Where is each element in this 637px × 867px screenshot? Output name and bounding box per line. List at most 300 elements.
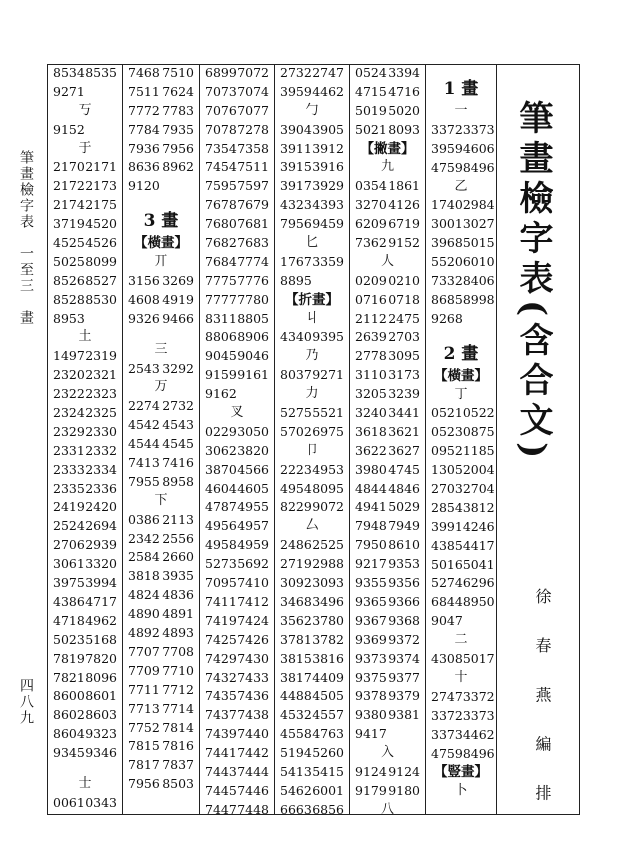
number-pair <box>275 215 349 234</box>
entry-number: 7777 <box>205 291 237 307</box>
number-pair <box>48 517 122 536</box>
number-pair <box>350 385 425 404</box>
entry-number: 4893 <box>162 625 194 641</box>
entry-number: 7950 <box>355 537 387 553</box>
number-pair <box>275 801 349 815</box>
entry-number: 8636 <box>128 159 160 175</box>
number-pair <box>350 291 425 310</box>
entry-number: 4385 <box>431 537 463 553</box>
entry-number: 9326 <box>128 310 160 326</box>
entry-number: 3959 <box>431 140 463 156</box>
number-pair <box>200 706 274 725</box>
number-pair <box>275 461 349 480</box>
entry-number: 8527 <box>85 272 117 288</box>
character-heading: 万 <box>154 379 168 395</box>
entry-number: 3781 <box>280 631 312 647</box>
number-pair <box>123 643 199 662</box>
number-pair <box>48 706 122 725</box>
entry-number: 9355 <box>355 575 387 591</box>
number-pair <box>275 536 349 555</box>
entry-number: 3980 <box>355 461 387 477</box>
entry-number: 3441 <box>388 405 420 421</box>
entry-number: 7820 <box>85 650 117 666</box>
entry-number: 5017 <box>462 651 495 667</box>
number-pair <box>123 310 199 329</box>
entry-number: 8095 <box>312 480 344 496</box>
number-pair <box>350 196 425 215</box>
character-heading: 八 <box>380 801 394 815</box>
number-pair <box>48 744 122 763</box>
entry-number: 2703 <box>431 481 463 497</box>
number-pair <box>123 548 199 567</box>
entry-number: 3468 <box>280 593 312 609</box>
entry-number: 3562 <box>280 612 312 628</box>
entry-number: 7362 <box>355 235 387 251</box>
entry-number: 7956 <box>162 140 194 156</box>
entry-number: 7095 <box>205 575 237 591</box>
entry-number: 4716 <box>388 83 420 99</box>
entry-number: 2274 <box>128 398 160 414</box>
index-column-1 <box>47 64 122 815</box>
number-pair <box>426 291 496 310</box>
entry-number: 9365 <box>355 593 387 609</box>
entry-number: 7441 <box>205 745 237 761</box>
spacer <box>426 64 496 76</box>
entry-number: 2984 <box>462 197 495 213</box>
entry-number: 7436 <box>237 688 269 704</box>
number-pair <box>123 177 199 196</box>
number-pair <box>426 745 496 764</box>
entry-number: 3205 <box>355 386 387 402</box>
entry-number: 3240 <box>355 405 387 421</box>
entry-number: 7710 <box>162 662 194 678</box>
number-pair <box>426 310 496 329</box>
entry-number: 4844 <box>355 480 387 496</box>
entry-number: 5462 <box>280 782 312 798</box>
entry-number: 7817 <box>128 757 160 773</box>
number-pair <box>275 480 349 499</box>
entry-number: 9045 <box>205 348 237 364</box>
entry-number: 4958 <box>205 537 237 553</box>
stroke-type-heading: 【豎畫】 <box>434 764 488 781</box>
entry-number: 2704 <box>462 481 495 497</box>
number-pair <box>350 347 425 366</box>
entry-number: 6975 <box>312 423 344 439</box>
entry-number: 7444 <box>237 763 269 779</box>
number-pair <box>123 454 199 473</box>
number-pair <box>426 140 496 159</box>
entry-number: 7358 <box>237 140 269 156</box>
entry-number: 7413 <box>128 455 160 471</box>
number-pair <box>200 650 274 669</box>
entry-number: 7707 <box>128 643 160 659</box>
entry-number: 3027 <box>462 216 495 232</box>
entry-number: 9179 <box>355 782 387 798</box>
entry-number: 3373 <box>431 726 463 742</box>
entry-number: 0952 <box>431 443 463 459</box>
character-heading: 二 <box>454 632 468 648</box>
stroke-type-heading: 【橫畫】 <box>434 367 488 384</box>
entry-number: 4505 <box>312 688 344 704</box>
spacer <box>48 763 122 775</box>
stroke-count-heading: 1 畫 <box>443 79 479 99</box>
entry-number: 4759 <box>431 159 463 175</box>
entry-number: 4462 <box>312 83 344 99</box>
number-pair <box>275 725 349 744</box>
number-pair <box>48 650 122 669</box>
number-pair <box>123 756 199 775</box>
entry-number: 7783 <box>162 102 194 118</box>
entry-number: 9180 <box>388 782 420 798</box>
entry-number: 2334 <box>85 461 117 477</box>
number-pair <box>123 102 199 121</box>
entry-number: 8953 <box>53 310 85 326</box>
entry-number: 3905 <box>312 121 344 137</box>
entry-number: 8496 <box>462 159 495 175</box>
entry-number: 4608 <box>128 291 160 307</box>
number-pair <box>200 687 274 706</box>
number-pair <box>275 687 349 706</box>
entry-number: 9372 <box>388 631 420 647</box>
entry-number: 4715 <box>355 83 387 99</box>
entry-number: 2543 <box>128 360 160 376</box>
entry-number: 5260 <box>312 745 344 761</box>
entry-number: 2320 <box>53 367 85 383</box>
number-pair <box>123 511 199 530</box>
number-pair <box>350 83 425 102</box>
entry-number: 2778 <box>355 348 387 364</box>
number-pair <box>48 593 122 612</box>
entry-number: 3173 <box>388 367 420 383</box>
entry-number: 6856 <box>312 801 344 815</box>
entry-number: 2004 <box>462 462 495 478</box>
entry-number: 9345 <box>53 745 85 761</box>
entry-number: 3372 <box>462 688 495 704</box>
entry-number: 8685 <box>431 291 463 307</box>
entry-number: 3621 <box>388 423 420 439</box>
entry-number: 4543 <box>162 417 194 433</box>
entry-number: 4718 <box>53 612 85 628</box>
entry-number: 2329 <box>53 423 85 439</box>
number-pair <box>200 366 274 385</box>
entry-number: 0524 <box>355 65 387 80</box>
number-pair <box>350 480 425 499</box>
entry-number: 4532 <box>280 707 312 723</box>
number-pair <box>48 480 122 499</box>
side-running-header: 筆畫檢字表 一至三 畫 <box>18 150 34 326</box>
entry-number: 3782 <box>312 631 344 647</box>
entry-number: 4962 <box>85 612 117 628</box>
entry-number: 1740 <box>431 197 463 213</box>
entry-number: 2475 <box>388 310 420 326</box>
entry-number: 9124 <box>355 763 387 779</box>
number-pair <box>275 498 349 517</box>
number-pair <box>275 121 349 140</box>
entry-number: 2988 <box>312 556 344 572</box>
number-pair <box>123 662 199 681</box>
number-pair <box>275 83 349 102</box>
number-pair <box>426 442 496 461</box>
entry-number: 3110 <box>355 367 387 383</box>
number-pair <box>350 650 425 669</box>
number-pair <box>426 461 496 480</box>
entry-number: 9375 <box>355 669 387 685</box>
number-pair <box>275 706 349 725</box>
character-heading: 于 <box>78 140 92 156</box>
number-pair <box>350 272 425 291</box>
number-pair <box>275 177 349 196</box>
entry-number: 9459 <box>312 216 344 232</box>
entry-number: 5020 <box>388 102 420 118</box>
number-pair <box>48 121 122 140</box>
entry-number: 0061 <box>53 794 85 810</box>
number-pair <box>275 272 349 291</box>
number-pair <box>200 498 274 517</box>
entry-number: 7433 <box>237 669 269 685</box>
character-heading: 匕 <box>305 235 319 251</box>
entry-number: 9072 <box>312 499 344 515</box>
entry-number: 4892 <box>128 625 160 641</box>
entry-number: 4955 <box>237 499 269 515</box>
entry-number: 7709 <box>128 662 160 678</box>
number-pair <box>350 517 425 536</box>
entry-number: 3092 <box>280 575 312 591</box>
entry-number: 5275 <box>280 405 312 421</box>
number-pair <box>200 593 274 612</box>
number-pair <box>200 102 274 121</box>
index-column-2 <box>122 64 199 815</box>
entry-number: 3618 <box>355 423 387 439</box>
number-pair <box>275 744 349 763</box>
entry-number: 7410 <box>237 575 269 591</box>
entry-number: 3372 <box>431 121 463 137</box>
entry-number: 7426 <box>237 631 269 647</box>
entry-number: 4824 <box>128 587 160 603</box>
entry-number: 8530 <box>85 291 117 307</box>
entry-number: 8610 <box>388 537 420 553</box>
entry-number: 7445 <box>205 782 237 798</box>
entry-number: 2324 <box>53 405 85 421</box>
entry-number: 4558 <box>280 726 312 742</box>
entry-number: 2175 <box>85 197 117 213</box>
number-pair <box>350 423 425 442</box>
entry-number: 5273 <box>205 556 237 572</box>
entry-number: 2747 <box>431 688 463 704</box>
entry-number: 8093 <box>388 121 420 137</box>
number-pair <box>200 347 274 366</box>
entry-number: 6010 <box>462 254 495 270</box>
entry-number: 0354 <box>355 178 387 194</box>
number-pair <box>350 366 425 385</box>
entry-number: 5692 <box>237 556 269 572</box>
number-pair <box>200 310 274 329</box>
number-pair <box>48 347 122 366</box>
number-pair <box>426 688 496 707</box>
number-pair <box>123 140 199 159</box>
number-pair <box>48 794 122 813</box>
number-pair <box>350 310 425 329</box>
number-pair <box>123 681 199 700</box>
stroke-type-heading: 【橫畫】 <box>134 235 188 252</box>
entry-number: 7447 <box>205 801 237 815</box>
number-pair <box>123 737 199 756</box>
entry-number: 7435 <box>205 688 237 704</box>
entry-number: 5194 <box>280 745 312 761</box>
entry-number: 8406 <box>462 273 495 289</box>
number-pair <box>200 725 274 744</box>
entry-number: 2113 <box>162 511 194 527</box>
entry-number: 9152 <box>53 121 85 137</box>
entry-number: 2525 <box>312 537 344 553</box>
entry-number: 3496 <box>312 593 344 609</box>
entry-number: 7684 <box>205 253 237 269</box>
entry-number: 4340 <box>280 329 312 345</box>
number-pair <box>275 423 349 442</box>
number-pair <box>350 612 425 631</box>
entry-number: 3093 <box>312 575 344 591</box>
character-heading: 三 <box>154 341 168 357</box>
character-heading: 入 <box>380 745 394 761</box>
spacer <box>123 329 199 341</box>
entry-number: 8534 <box>53 65 85 80</box>
entry-number: 9366 <box>388 593 420 609</box>
entry-number: 7419 <box>205 612 237 628</box>
number-pair <box>123 397 199 416</box>
number-pair <box>426 196 496 215</box>
entry-number: 3156 <box>128 273 160 289</box>
entry-number: 3917 <box>280 178 312 194</box>
entry-number: 3817 <box>280 669 312 685</box>
number-pair <box>426 480 496 499</box>
number-pair <box>48 272 122 291</box>
character-heading: 卜 <box>454 783 468 799</box>
index-column-6 <box>425 64 496 815</box>
entry-number: 7429 <box>205 650 237 666</box>
entry-number: 4126 <box>388 197 420 213</box>
number-pair <box>123 775 199 794</box>
entry-number: 7074 <box>237 83 269 99</box>
character-heading: 丩 <box>305 310 319 326</box>
number-pair <box>426 726 496 745</box>
entry-number: 7679 <box>237 197 269 213</box>
number-pair <box>426 612 496 631</box>
entry-number: 3904 <box>280 121 312 137</box>
number-pair <box>48 366 122 385</box>
entry-number: 2660 <box>162 549 194 565</box>
entry-number: 9369 <box>355 631 387 647</box>
number-pair <box>275 612 349 631</box>
entry-number: 4605 <box>237 480 269 496</box>
entry-number: 9161 <box>237 367 269 383</box>
entry-number: 7776 <box>237 272 269 288</box>
number-pair <box>200 801 274 815</box>
number-pair <box>200 196 274 215</box>
entry-number: 9152 <box>388 235 420 251</box>
number-pair <box>123 291 199 310</box>
entry-number: 7708 <box>162 643 194 659</box>
entry-number: 4953 <box>312 461 344 477</box>
entry-number: 2332 <box>85 442 117 458</box>
entry-number: 9380 <box>355 707 387 723</box>
entry-number: 9159 <box>205 367 237 383</box>
number-pair <box>275 782 349 801</box>
entry-number: 5168 <box>85 631 117 647</box>
entry-number: 1185 <box>462 443 495 459</box>
stroke-type-heading: 【折畫】 <box>285 291 339 308</box>
entry-number: 4520 <box>85 216 117 232</box>
entry-number: 8535 <box>85 65 117 80</box>
number-pair <box>350 328 425 347</box>
entry-number: 2112 <box>355 310 387 326</box>
entry-number: 2319 <box>85 348 117 364</box>
entry-number: 7454 <box>205 159 237 175</box>
entry-number: 4393 <box>312 197 344 213</box>
character-heading: 厶 <box>305 518 319 534</box>
entry-number: 7681 <box>237 216 269 232</box>
entry-number: 9374 <box>388 650 420 666</box>
entry-number: 4526 <box>85 235 117 251</box>
number-pair <box>123 272 199 291</box>
number-pair <box>426 537 496 556</box>
number-pair <box>48 498 122 517</box>
number-pair <box>426 574 496 593</box>
number-pair <box>275 593 349 612</box>
number-pair <box>275 574 349 593</box>
number-pair <box>426 707 496 726</box>
entry-number: 2323 <box>85 386 117 402</box>
entry-number: 2333 <box>53 461 85 477</box>
number-pair <box>350 782 425 801</box>
entry-number: 7412 <box>237 593 269 609</box>
entry-number: 3050 <box>237 423 269 439</box>
entry-number: 3061 <box>53 556 85 572</box>
entry-number: 8895 <box>280 272 312 288</box>
entry-number: 2703 <box>388 329 420 345</box>
entry-number: 0229 <box>205 423 237 439</box>
entry-number: 4323 <box>280 197 312 213</box>
number-pair <box>275 763 349 782</box>
entry-number: 2335 <box>53 480 85 496</box>
entry-number: 0343 <box>85 794 117 810</box>
page-number: 四八九 <box>18 678 34 726</box>
entry-number: 4957 <box>237 518 269 534</box>
entry-number: 2939 <box>85 537 117 553</box>
entry-number: 4956 <box>205 518 237 534</box>
entry-number: 7680 <box>205 216 237 232</box>
entry-number: 7439 <box>205 726 237 742</box>
stroke-count-heading: 3 畫 <box>143 211 179 232</box>
entry-number: 1305 <box>431 462 463 478</box>
entry-number: 2174 <box>53 197 85 213</box>
entry-number: 8602 <box>53 707 85 723</box>
entry-number: 7510 <box>162 65 194 80</box>
entry-number: 8604 <box>53 726 85 742</box>
number-pair <box>48 423 122 442</box>
entry-number: 2325 <box>85 405 117 421</box>
entry-number: 3780 <box>312 612 344 628</box>
entry-number: 2171 <box>85 159 117 175</box>
number-pair <box>426 234 496 253</box>
entry-number: 7442 <box>237 745 269 761</box>
character-heading: 土 <box>78 329 92 345</box>
number-pair <box>350 669 425 688</box>
number-pair <box>48 612 122 631</box>
entry-number: 0716 <box>355 291 387 307</box>
entry-number: 9377 <box>388 669 420 685</box>
number-pair <box>275 64 349 83</box>
entry-number: 0521 <box>431 405 463 421</box>
entry-number: 2170 <box>53 159 85 175</box>
